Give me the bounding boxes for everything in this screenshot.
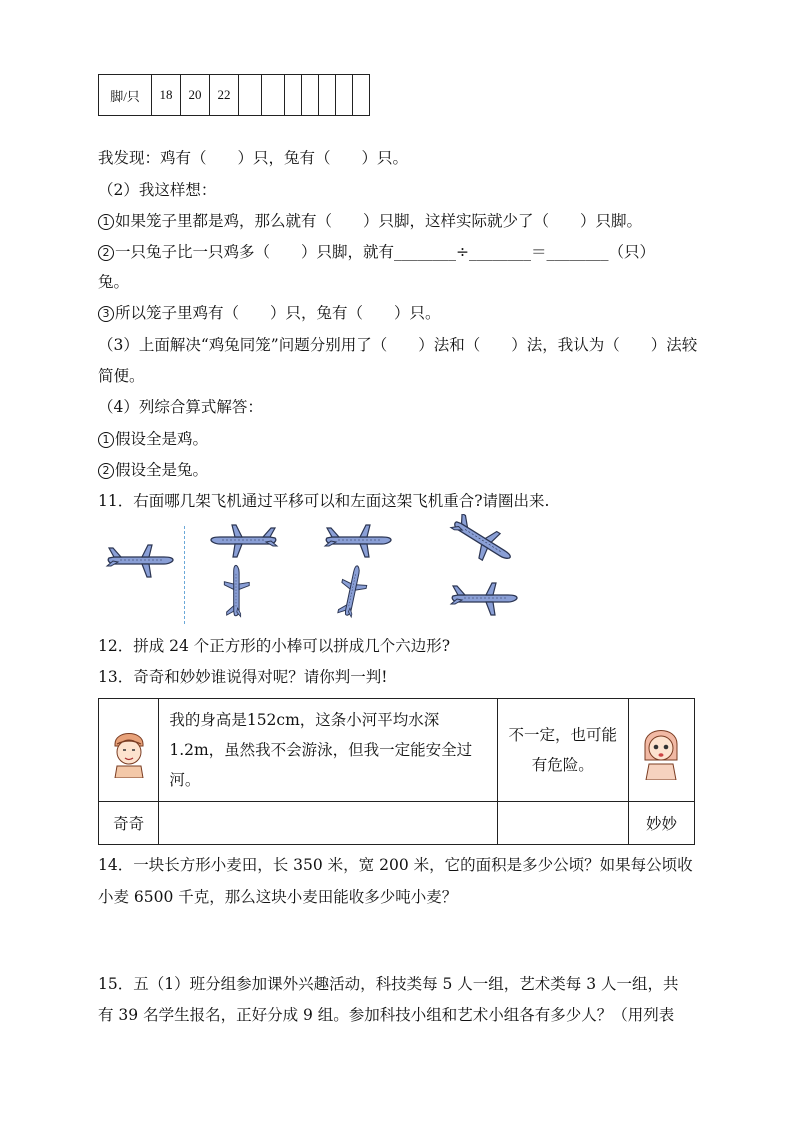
q10-step1: [98, 211, 642, 231]
q13-text: 13．奇奇和妙妙谁说得对呢？请你判一判!: [98, 668, 388, 686]
step-number: 1: [98, 214, 114, 230]
speech-bubble-left: 我的身高是152cm，这条小河平均水深1.2m，虽然我不会游泳，但我一定能安全过河。: [159, 699, 497, 802]
q10-step2-cont: 兔。: [98, 273, 130, 291]
airplane-icon[interactable]: [208, 520, 280, 560]
q10-step2: [98, 242, 655, 262]
q10-part4: （4）列综合算式解答：: [98, 398, 263, 416]
table-cell: [262, 75, 285, 116]
step-number: 3: [98, 306, 114, 322]
step-text: 假设全是兔。: [115, 461, 209, 479]
q10-discover: 我发现：鸡有（ ）只，兔有（ ）只。: [98, 149, 409, 167]
airplane-icon[interactable]: [324, 555, 380, 627]
step-text: 所以笼子里鸡有（ ）只，兔有（ ）只。: [115, 304, 441, 322]
q10-part3: （3）上面解决“鸡兔同笼”问题分别用了（ ）法和（ ）法，我认为（ ）法较: [98, 336, 698, 354]
table-cell: [302, 75, 319, 116]
step-text: 一只兔子比一只鸡多（ ）只脚，就有________÷________＝________（只）: [115, 243, 655, 261]
dialogue-table: [98, 698, 695, 845]
q12-text: 12．拼成 24 个正方形的小棒可以拼成几个六边形?: [98, 637, 451, 655]
q14-line1: 14．一块长方形小麦田，长 350 米，宽 200 米，它的面积是多少公顷？如果每公顷收: [98, 856, 693, 874]
empty-cell: [497, 802, 628, 845]
name-left: 奇奇: [99, 802, 159, 845]
girl-avatar-icon: [639, 720, 683, 780]
airplane-icon[interactable]: [322, 520, 394, 560]
table-cell: [319, 75, 336, 116]
q10-part2-title: （2）我这样想：: [98, 181, 217, 199]
table-cell: 18: [152, 75, 181, 116]
table-cell: 20: [181, 75, 210, 116]
q10-part3-cont: 简便。: [98, 367, 145, 385]
q14-line2: 小麦 6500 千克，那么这块小麦田能收多少吨小麦？: [98, 888, 458, 906]
legs-header-cell: 脚/只: [99, 75, 152, 116]
step-text: 如果笼子里都是鸡，那么就有（ ）只脚，这样实际就少了（ ）只脚。: [115, 212, 643, 230]
airplane-icon[interactable]: [208, 555, 264, 627]
step-number: 2: [98, 245, 114, 261]
q10-answer1: [98, 429, 208, 449]
airplane-icon[interactable]: [446, 514, 518, 566]
step-number: 1: [98, 432, 114, 448]
airplane-icon[interactable]: [448, 578, 520, 618]
table-cell: [336, 75, 353, 116]
speech-bubble-right: 不一定，也可能有危险。: [497, 699, 628, 802]
step-text: 假设全是鸡。: [115, 430, 209, 448]
girl-avatar-cell: [628, 699, 694, 802]
boy-avatar-cell: [99, 699, 159, 802]
boy-avatar-icon: [107, 722, 151, 778]
q15-line2: 有 39 名学生报名，正好分成 9 组。参加科技小组和艺术小组各有多少人？（用列表: [98, 1006, 675, 1024]
table-cell: [239, 75, 262, 116]
divider-dashed-line: [184, 526, 185, 624]
table-cell: 22: [210, 75, 239, 116]
q10-step3: [98, 303, 441, 323]
empty-cell: [159, 802, 497, 845]
table-cell: [353, 75, 370, 116]
legs-table: [98, 74, 370, 116]
q11-text: 11．右面哪几架飞机通过平移可以和左面这架飞机重合?请圈出来.: [98, 492, 550, 510]
airplane-icon: [104, 540, 176, 580]
q10-answer2: [98, 460, 208, 480]
step-number: 2: [98, 463, 114, 479]
table-cell: [285, 75, 302, 116]
name-right: 妙妙: [628, 802, 694, 845]
q15-line1: 15．五（1）班分组参加课外兴趣活动，科技类每 5 人一组，艺术类每 3 人一组，共: [98, 975, 679, 993]
